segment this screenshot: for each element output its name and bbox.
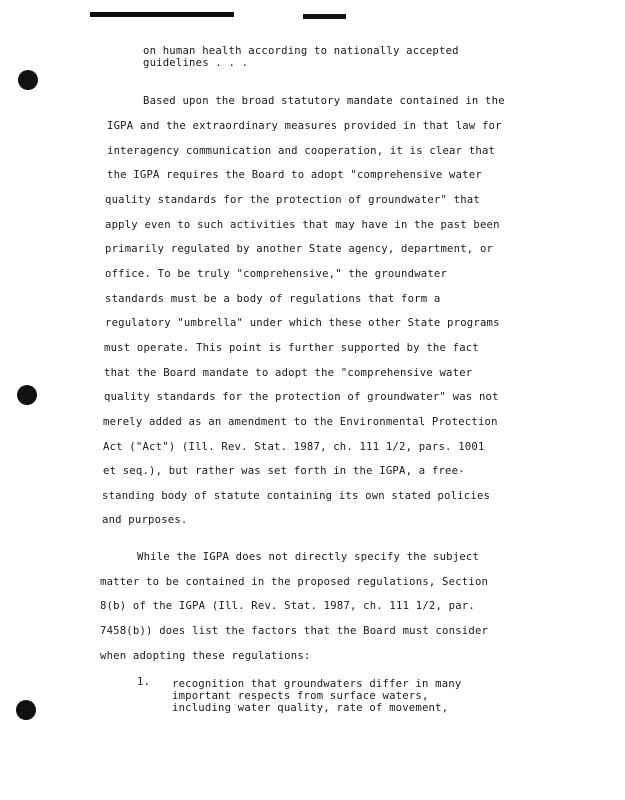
- para1-line: quality standards for the protection of groundwater" was not: [104, 391, 499, 403]
- para1-line: merely added as an amendment to the Environmental Protection: [103, 416, 498, 428]
- punch-hole-top: [18, 70, 38, 90]
- para1-line: et seq.), but rather was set forth in the IGPA, a free-: [103, 465, 465, 477]
- punch-hole-bottom: [16, 700, 36, 720]
- para1-line: Act ("Act") (Ill. Rev. Stat. 1987, ch. 111 1/2, pars. 1001: [103, 441, 485, 453]
- para1-line: that the Board mandate to adopt the "comprehensive water: [104, 367, 473, 379]
- top-redaction-bar-left: [90, 12, 234, 17]
- intro-line: on human health according to nationally accepted: [143, 45, 459, 57]
- para1-line: standards must be a body of regulations that form a: [105, 293, 441, 305]
- para1-line: office. To be truly "comprehensive," the groundwater: [105, 268, 448, 280]
- para1-line: quality standards for the protection of groundwater" that: [105, 194, 480, 206]
- list-item-line: including water quality, rate of movement,: [172, 702, 449, 714]
- para1-line: must operate. This point is further supported by the fact: [104, 342, 479, 354]
- para1-line: regulatory "umbrella" under which these other State programs: [105, 317, 500, 329]
- top-redaction-bar-right: [303, 14, 346, 19]
- para1-line: and purposes.: [102, 514, 188, 526]
- para2-line: While the IGPA does not directly specify the subject: [137, 551, 480, 563]
- list-item-line: important respects from surface waters,: [172, 690, 429, 702]
- list-item-line: recognition that groundwaters differ in many: [172, 678, 462, 690]
- para1-line: the IGPA requires the Board to adopt "comprehensive water: [107, 169, 482, 181]
- punch-hole-middle: [17, 385, 37, 405]
- para2-line: 8(b) of the IGPA (Ill. Rev. Stat. 1987, ch. 111 1/2, par.: [100, 600, 475, 612]
- para2-line: matter to be contained in the proposed regulations, Section: [100, 576, 489, 588]
- para1-line: standing body of statute containing its own stated policies: [102, 490, 491, 502]
- para1-line: Based upon the broad statutory mandate contained in the: [143, 95, 505, 107]
- list-item-number: 1.: [137, 676, 151, 688]
- para1-line: IGPA and the extraordinary measures provided in that law for: [107, 120, 502, 132]
- para2-line: 7458(b)) does list the factors that the Board must consider: [100, 625, 489, 637]
- intro-line: guidelines . . .: [143, 57, 249, 69]
- para1-line: primarily regulated by another State agency, department, or: [105, 243, 494, 255]
- para1-line: apply even to such activities that may have in the past been: [105, 219, 500, 231]
- para1-line: interagency communication and cooperation, it is clear that: [107, 145, 496, 157]
- para2-line: when adopting these regulations:: [100, 650, 311, 662]
